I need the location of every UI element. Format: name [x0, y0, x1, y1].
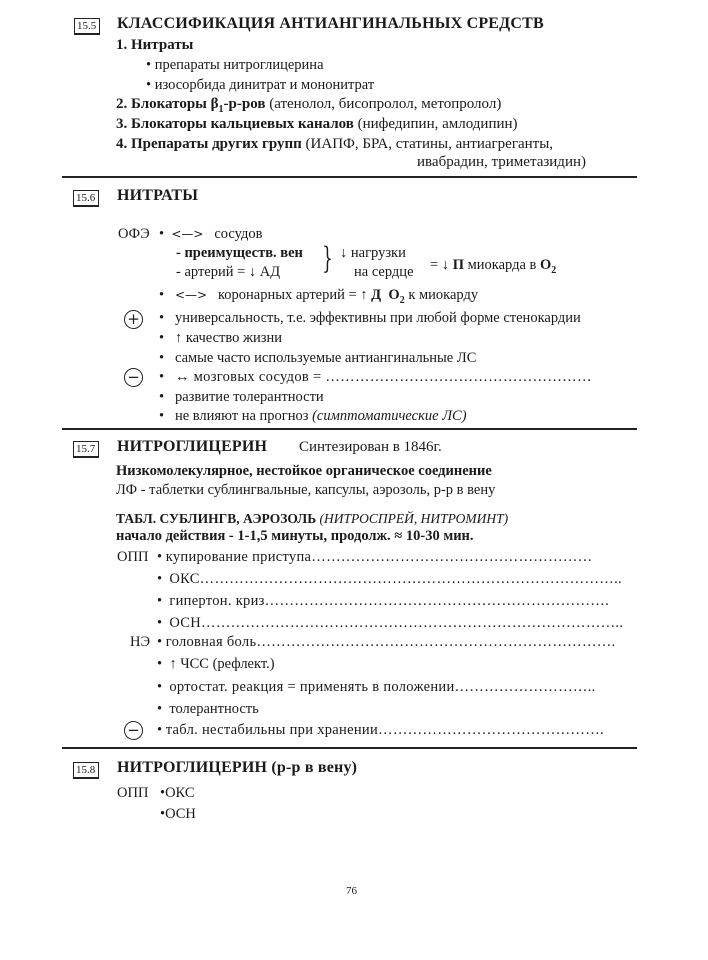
iv-indication-2: • ОСН	[160, 806, 196, 823]
load-line-2: на сердце	[354, 264, 414, 280]
section-title-nitroglycerin-iv: НИТРОГЛИЦЕРИН (р-р в вену)	[117, 759, 358, 776]
ofe-line-1: • <—> сосудов	[159, 226, 262, 243]
class-item-1-sub-2: • изосорбида динитрат и мононитрат	[146, 77, 374, 94]
divider-1	[62, 176, 637, 178]
section-title-nitrates: НИТРАТЫ	[117, 187, 199, 204]
oxygen-demand-result: = ↓ П миокарда в $O_2$	[430, 257, 557, 276]
page-number: 76	[346, 885, 357, 897]
bidirectional-arrow-icon: <—>	[171, 227, 204, 241]
minus-circle-icon: −	[124, 368, 143, 387]
advantage-3: • самые часто используемые антиангинальные ЛС	[159, 350, 476, 367]
plus-circle-icon: +	[124, 310, 143, 329]
section-title-classification: КЛАССИФИКАЦИЯ АНТИАНГИНАЛЬНЫХ СРЕДСТВ	[117, 15, 544, 32]
divider-3	[62, 747, 637, 749]
ofe-line-3: - артерий = ↓ АД	[176, 264, 281, 280]
indication-1: • купирование приступа…………………………………………………	[157, 549, 592, 566]
disadvantage-2: • развитие толерантности	[159, 389, 324, 406]
dosage-forms: ЛФ - таблетки сублингвальные, капсулы, аэрозоль, р-р в вену	[116, 482, 496, 498]
ofe-line-4: • <—> коронарных артерий = ↑ Д $O_2$ к миокарду	[159, 287, 478, 306]
nitroglycerin-description: Низкомолекулярное, нестойкое органическое соединение	[116, 463, 492, 479]
bidirectional-arrow-icon: <—>	[174, 288, 208, 302]
onset-duration: начало действия - 1-1,5 минуты, продолж. ≈ 10-30 мин.	[116, 528, 474, 544]
section-number-15-7: 15.7	[73, 441, 99, 458]
section-number-15-8: 15.8	[73, 762, 99, 779]
section-title-nitroglycerin: НИТРОГЛИЦЕРИН	[117, 438, 268, 455]
section-number-15-5: 15.5	[74, 18, 100, 35]
load-line-1: ↓ нагрузки	[340, 245, 406, 261]
class-item-3: 3. Блокаторы кальциевых каналов (нифедипин, амлодипин)	[116, 116, 518, 132]
opp-label: ОПП	[117, 549, 149, 565]
indication-4: • ОСН…………………………………………………………………………..	[157, 615, 623, 632]
class-item-4: 4. Препараты других групп (ИАПФ, БРА, статины, антиагреганты,	[116, 136, 554, 152]
advantage-1: • универсальность, т.е. эффективны при любой форме стенокардии	[159, 310, 581, 327]
ne-label: НЭ	[130, 634, 151, 650]
opp-iv-label: ОПП	[117, 785, 149, 801]
class-item-2: 2. Блокаторы $\beta_1-р$-ров (атенолол, бисопролол, метопролол)	[116, 96, 502, 115]
section-number-15-6: 15.6	[73, 190, 99, 207]
disadvantage-3: • не влияют на прогноз (симптоматические ЛС)	[159, 408, 467, 425]
ofe-line-2: - преимуществ. вен	[176, 245, 303, 261]
synthesized-note: Синтезирован в 1846г.	[299, 439, 442, 455]
brace-icon: }	[322, 241, 333, 276]
advantage-2: • ↑ качество жизни	[159, 330, 282, 347]
side-effect-4: • толерантность	[157, 701, 259, 718]
side-effect-1: • головная боль……………………………………………………………….	[157, 634, 615, 651]
side-effect-2: • ↑ ЧСС (рефлект.)	[157, 656, 275, 673]
indication-3: • гипертон. криз…………………………………………………………….	[157, 593, 609, 610]
class-item-4-cont: ивабрадин, триметазидин)	[417, 154, 586, 170]
class-item-1-sub-1: • препараты нитроглицерина	[146, 57, 324, 74]
iv-indication-1: • ОКС	[160, 785, 195, 802]
indication-2: • ОКС…………………………………………………………………………..	[157, 571, 622, 588]
side-effect-3: • ортостат. реакция = применять в положении………………………..	[157, 679, 596, 696]
minus-circle-icon: −	[124, 721, 143, 740]
tablet-aerosol-heading: ТАБЛ. СУБЛИНГВ, АЭРОЗОЛЬ (НИТРОСПРЕЙ, НИТРОМИНТ)	[116, 511, 509, 526]
divider-2	[62, 428, 637, 430]
side-effect-5: • табл. нестабильны при хранении……………………………………….	[157, 722, 604, 739]
ofe-label: ОФЭ	[118, 226, 150, 242]
class-item-1: 1. Нитраты	[116, 37, 194, 53]
disadvantage-1: • ↔ мозговых сосудов = ………………………………………………	[159, 369, 592, 386]
